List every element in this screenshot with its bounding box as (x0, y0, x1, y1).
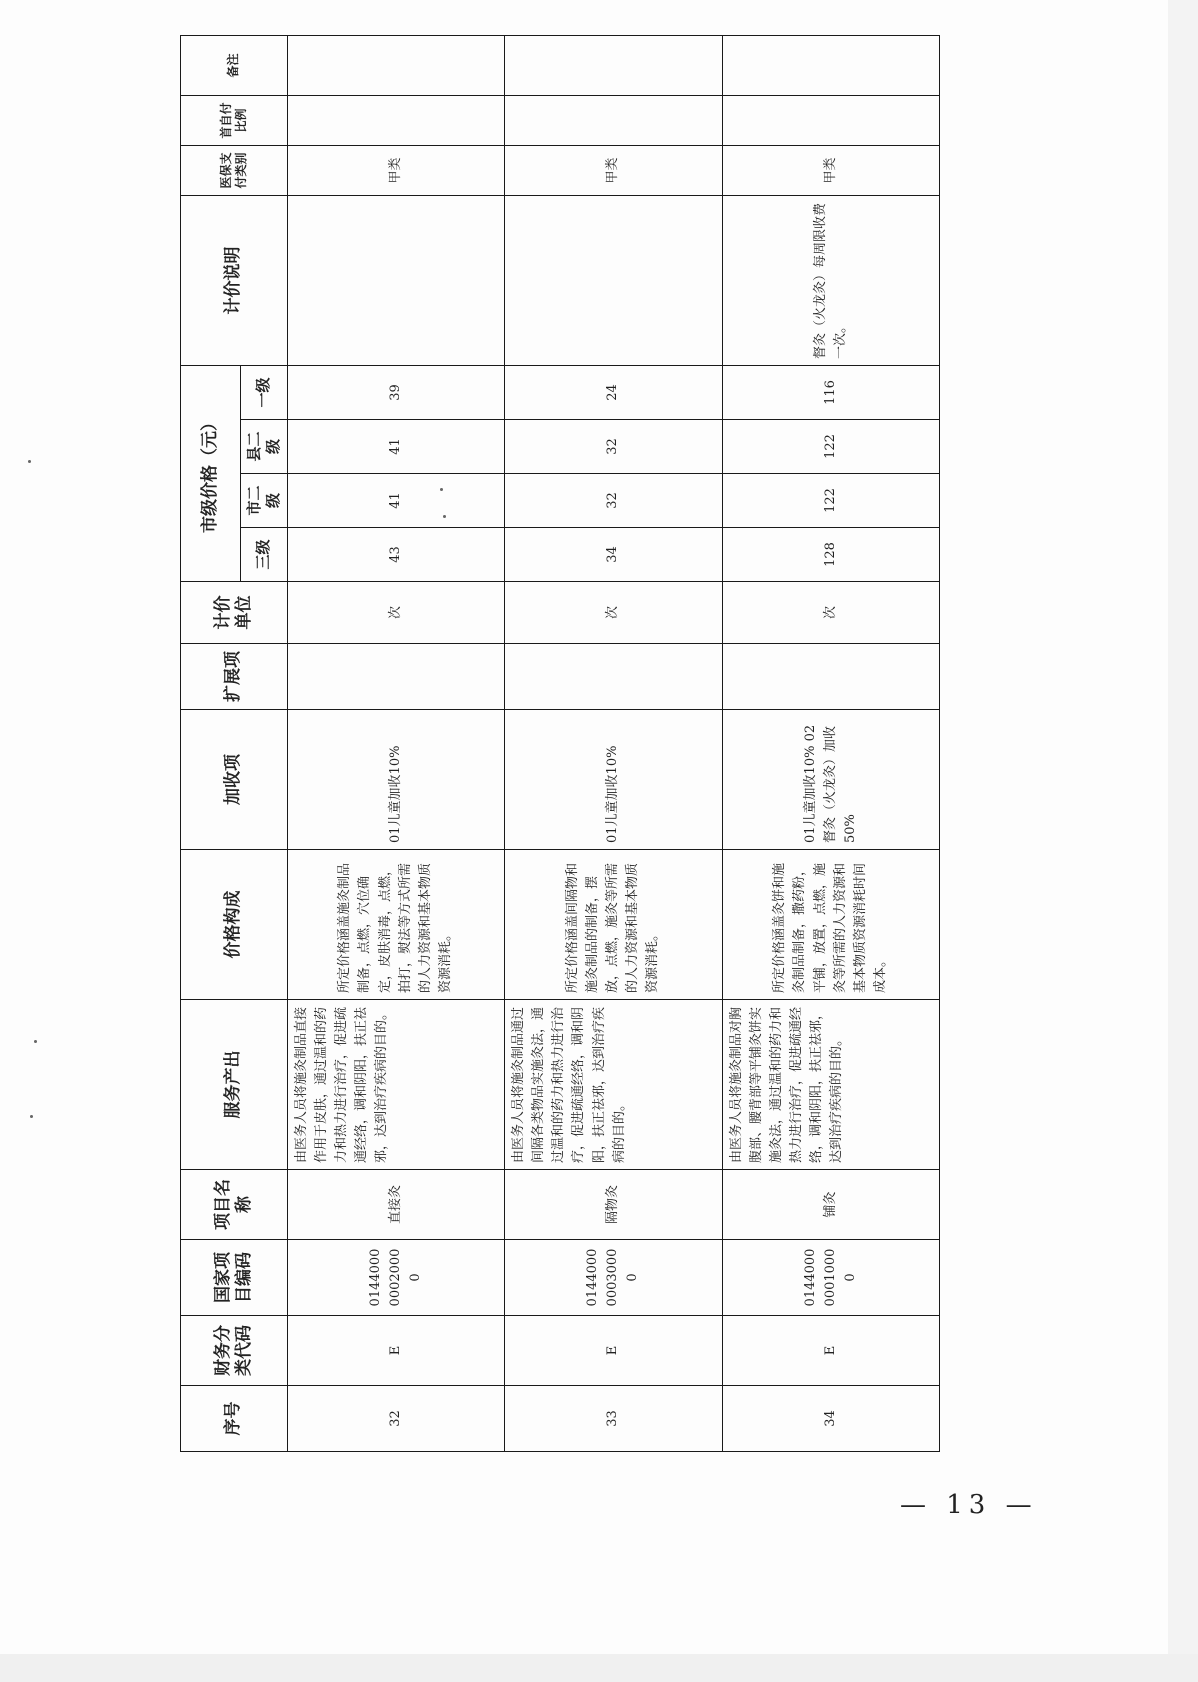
cell-city2: 41 (287, 474, 505, 528)
rotated-price-table (180, 53, 940, 1452)
cell-level3: 43 (287, 528, 505, 582)
header-fin-code: 财务分类代码 (181, 1316, 288, 1386)
cell-name: 隔物灸 (505, 1170, 723, 1240)
header-county2: 县二级 (241, 420, 288, 474)
header-note: 计价说明 (181, 196, 288, 366)
cell-fin-code: E (722, 1316, 940, 1386)
cell-note (505, 196, 723, 366)
header-composition: 价格构成 (181, 850, 288, 1000)
cell-seq: 33 (505, 1386, 723, 1452)
cell-level1: 24 (505, 366, 723, 420)
cell-city2: 122 (722, 474, 940, 528)
page-number: — 13 — (900, 1490, 1038, 1520)
cell-county2: 122 (722, 420, 940, 474)
header-addon: 加收项 (181, 710, 288, 850)
cell-addon: 01儿童加收10% 02督灸（火龙灸）加收50% (722, 710, 940, 850)
cell-composition: 所定价格涵盖间隔物和施灸制品的制备，摆放，点燃，施灸等所需的人力资源和基本物质资源消耗。 (505, 850, 723, 1000)
cell-unit: 次 (287, 582, 505, 644)
cell-unit: 次 (505, 582, 723, 644)
cell-nat-code: 014400000010000 (722, 1240, 940, 1316)
header-row-1 (181, 36, 241, 1452)
cell-nat-code: 014400000030000 (505, 1240, 723, 1316)
cell-insurance: 甲类 (505, 146, 723, 196)
cell-composition: 所定价格涵盖灸饼和施灸制品制备，撒药粉，平铺，放置，点燃，施灸等所需的人力资源和基本物质资源消耗时间成本。 (722, 850, 940, 1000)
cell-name: 直接灸 (287, 1170, 505, 1240)
header-ext: 扩展项 (181, 644, 288, 710)
scan-speck (28, 460, 31, 463)
page-bottom-edge (0, 1654, 1198, 1682)
cell-remark (287, 36, 505, 96)
table-row (505, 36, 723, 1452)
cell-ext (722, 644, 940, 710)
header-selfpay: 首自付比例 (181, 96, 288, 146)
header-output: 服务产出 (181, 1000, 288, 1170)
cell-selfpay (287, 96, 505, 146)
header-seq: 序号 (181, 1386, 288, 1452)
cell-note: 督灸（火龙灸）每周限收费一次。 (722, 196, 940, 366)
cell-remark (722, 36, 940, 96)
header-nat-code: 国家项目编码 (181, 1240, 288, 1316)
header-insurance: 医保支付类别 (181, 146, 288, 196)
header-city2: 市二级 (241, 474, 288, 528)
cell-level3: 128 (722, 528, 940, 582)
cell-selfpay (505, 96, 723, 146)
table-row (287, 36, 505, 1452)
cell-unit: 次 (722, 582, 940, 644)
cell-fin-code: E (505, 1316, 723, 1386)
cell-insurance: 甲类 (722, 146, 940, 196)
cell-county2: 32 (505, 420, 723, 474)
cell-insurance: 甲类 (287, 146, 505, 196)
cell-output: 由医务人员将施灸制品对胸腹部、腰背部等平铺灸饼实施灸法，通过温和的药力和热力进行治疗，促进疏通经络，调和阴阳，扶正祛邪，达到治疗疾病的目的。 (722, 1000, 940, 1170)
cell-level1: 116 (722, 366, 940, 420)
cell-addon: 01儿童加收10% (287, 710, 505, 850)
cell-remark (505, 36, 723, 96)
price-table (180, 35, 940, 1452)
cell-level3: 34 (505, 528, 723, 582)
table-row (722, 36, 940, 1452)
cell-fin-code: E (287, 1316, 505, 1386)
cell-note (287, 196, 505, 366)
scan-speck (30, 1115, 33, 1118)
cell-county2: 41 (287, 420, 505, 474)
header-price-group: 市级价格（元） (181, 366, 241, 582)
cell-name: 铺灸 (722, 1170, 940, 1240)
cell-composition: 所定价格涵盖施灸制品制备，点燃，穴位确定，皮肤消毒，点燃，拍打，熨法等方式所需的人力资源和基本物质资源消耗。 (287, 850, 505, 1000)
cell-level1: 39 (287, 366, 505, 420)
cell-nat-code: 014400000020000 (287, 1240, 505, 1316)
cell-output: 由医务人员将施灸制品通过间隔各类物品实施灸法，通过温和的药力和热力进行治疗，促进疏通经络，调和阴阳，扶正祛邪，达到治疗疾病的目的。 (505, 1000, 723, 1170)
cell-ext (287, 644, 505, 710)
cell-output: 由医务人员将施灸制品直接作用于皮肤，通过温和的药力和热力进行治疗，促进疏通经络，调和阴阳，扶正祛邪，达到治疗疾病的目的。 (287, 1000, 505, 1170)
header-remark: 备注 (181, 36, 288, 96)
scan-speck (34, 1040, 37, 1043)
header-level3: 三级 (241, 528, 288, 582)
cell-addon: 01儿童加收10% (505, 710, 723, 850)
cell-seq: 32 (287, 1386, 505, 1452)
header-name: 项目名称 (181, 1170, 288, 1240)
cell-ext (505, 644, 723, 710)
cell-selfpay (722, 96, 940, 146)
cell-city2: 32 (505, 474, 723, 528)
header-level1: 一级 (241, 366, 288, 420)
header-unit: 计价单位 (181, 582, 288, 644)
cell-seq: 34 (722, 1386, 940, 1452)
page-edge-shadow (1168, 0, 1198, 1682)
